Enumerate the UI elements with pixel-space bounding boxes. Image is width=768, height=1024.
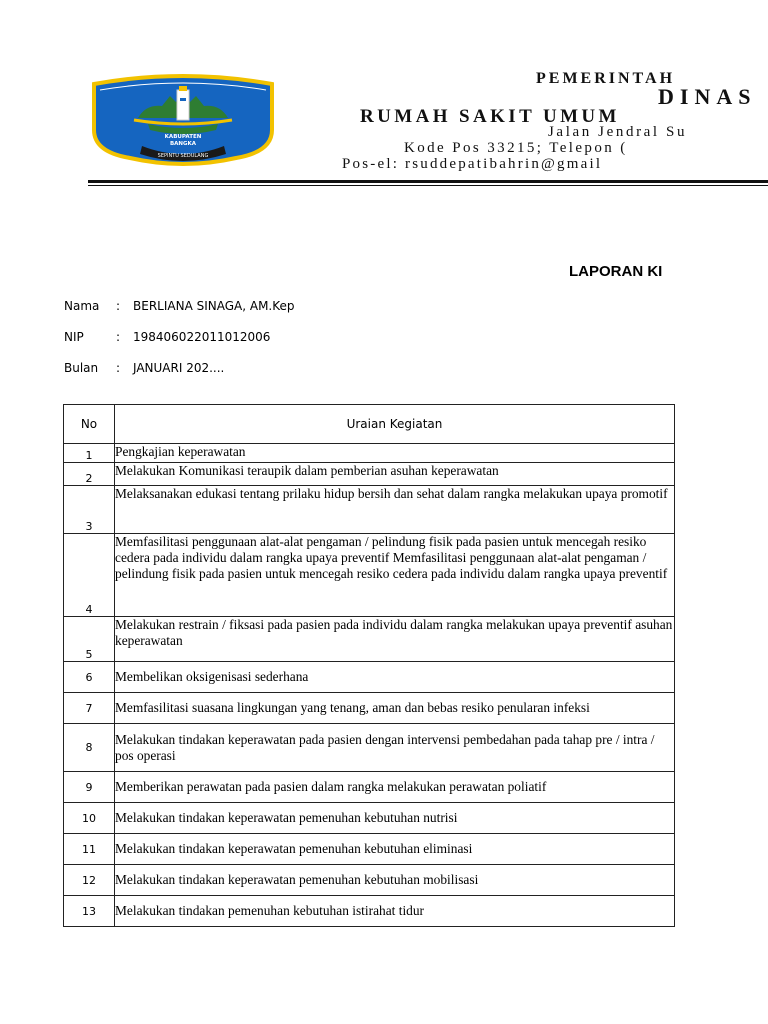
- row-number: 3: [64, 486, 115, 534]
- letterhead-rule-thick: [88, 180, 768, 183]
- letterhead-email: Pos-el: rsuddepatibahrin@gmail: [342, 156, 603, 172]
- header-uraian-kegiatan: Uraian Kegiatan: [115, 405, 675, 444]
- report-title: LAPORAN KI: [569, 263, 663, 280]
- letterhead: [340, 68, 768, 178]
- row-activity: Melakukan tindakan keperawatan pemenuhan kebutuhan mobilisasi: [115, 865, 675, 896]
- activity-table: [63, 404, 675, 927]
- row-number: 13: [64, 896, 115, 927]
- table-row: [64, 693, 675, 724]
- row-number: 12: [64, 865, 115, 896]
- letterhead-rule-thin: [88, 185, 768, 186]
- row-number: 7: [64, 693, 115, 724]
- row-number: 11: [64, 834, 115, 865]
- info-label: Nama: [64, 299, 100, 313]
- emblem-text-top: KABUPATEN: [164, 134, 202, 140]
- info-separator: :: [116, 361, 121, 375]
- table-row: [64, 534, 675, 617]
- row-number: 2: [64, 463, 115, 486]
- row-activity: Melaksanakan edukasi tentang prilaku hidup bersih dan sehat dalam rangka melakukan upaya promotif: [115, 486, 675, 534]
- row-activity: Melakukan tindakan pemenuhan kebutuhan istirahat tidur: [115, 896, 675, 927]
- row-activity: Melakukan restrain / fiksasi pada pasien pada individu dalam rangka melakukan upaya preventif asuhan keperawatan: [115, 617, 675, 662]
- letterhead-hospital-name: RUMAH SAKIT UMUM: [360, 106, 620, 127]
- table-row: [64, 865, 675, 896]
- row-activity: Memberikan perawatan pada pasien dalam rangka melakukan perawatan poliatif: [115, 772, 675, 803]
- table-row: [64, 662, 675, 693]
- row-number: 9: [64, 772, 115, 803]
- info-separator: :: [116, 330, 121, 344]
- row-activity: Pengkajian keperawatan: [115, 444, 675, 463]
- row-number: 5: [64, 617, 115, 662]
- table-row: [64, 486, 675, 534]
- row-activity: Memfasilitasi suasana lingkungan yang tenang, aman dan bebas resiko penularan infeksi: [115, 693, 675, 724]
- row-number: 6: [64, 662, 115, 693]
- row-activity: Membelikan oksigenisasi sederhana: [115, 662, 675, 693]
- info-label: NIP: [64, 330, 84, 344]
- table-row: [64, 463, 675, 486]
- row-activity: Melakukan tindakan keperawatan pemenuhan kebutuhan nutrisi: [115, 803, 675, 834]
- table-row: [64, 834, 675, 865]
- table-row: [64, 803, 675, 834]
- letterhead-address: Jalan Jendral Su: [548, 124, 688, 140]
- emblem-icon: [86, 70, 280, 168]
- info-value: 198406022011012006: [133, 330, 271, 344]
- row-number: 1: [64, 444, 115, 463]
- table-header-row: [64, 405, 675, 444]
- info-value: JANUARI 202....: [133, 361, 225, 375]
- info-value: BERLIANA SINAGA, AM.Kep: [133, 299, 295, 313]
- letterhead-postal-phone: Kode Pos 33215; Telepon (: [404, 140, 628, 156]
- table-row: [64, 896, 675, 927]
- row-activity: Melakukan Komunikasi teraupik dalam pemberian asuhan keperawatan: [115, 463, 675, 486]
- emblem-text-mid: BANGKA: [169, 141, 197, 147]
- kabupaten-bangka-logo: [86, 70, 280, 168]
- row-activity: Melakukan tindakan keperawatan pada pasien dengan intervensi pembedahan pada tahap pre / intra / pos operasi: [115, 724, 675, 772]
- letterhead-department: DINAS: [658, 84, 757, 109]
- header-no: No: [64, 405, 115, 444]
- row-activity: Melakukan tindakan keperawatan pemenuhan kebutuhan eliminasi: [115, 834, 675, 865]
- row-number: 10: [64, 803, 115, 834]
- table-row: [64, 444, 675, 463]
- row-number: 8: [64, 724, 115, 772]
- letterhead-government: PEMERINTAH: [536, 70, 676, 87]
- table-row: [64, 724, 675, 772]
- row-activity: Memfasilitasi penggunaan alat-alat pengaman / pelindung fisik pada pasien untuk mencegah resiko cedera pada individu dalam rangka upaya preventif Memfasilitasi penggunaan alat-alat pengaman / pelindung fisik pada pasien untuk mencegah resiko cedera pada individu dalam rangka upaya preventif: [115, 534, 675, 617]
- info-separator: :: [116, 299, 121, 313]
- table-row: [64, 772, 675, 803]
- info-label: Bulan: [64, 361, 99, 375]
- table-row: [64, 617, 675, 662]
- emblem-motto: SEPINTU SEDULANG: [157, 153, 209, 159]
- row-number: 4: [64, 534, 115, 617]
